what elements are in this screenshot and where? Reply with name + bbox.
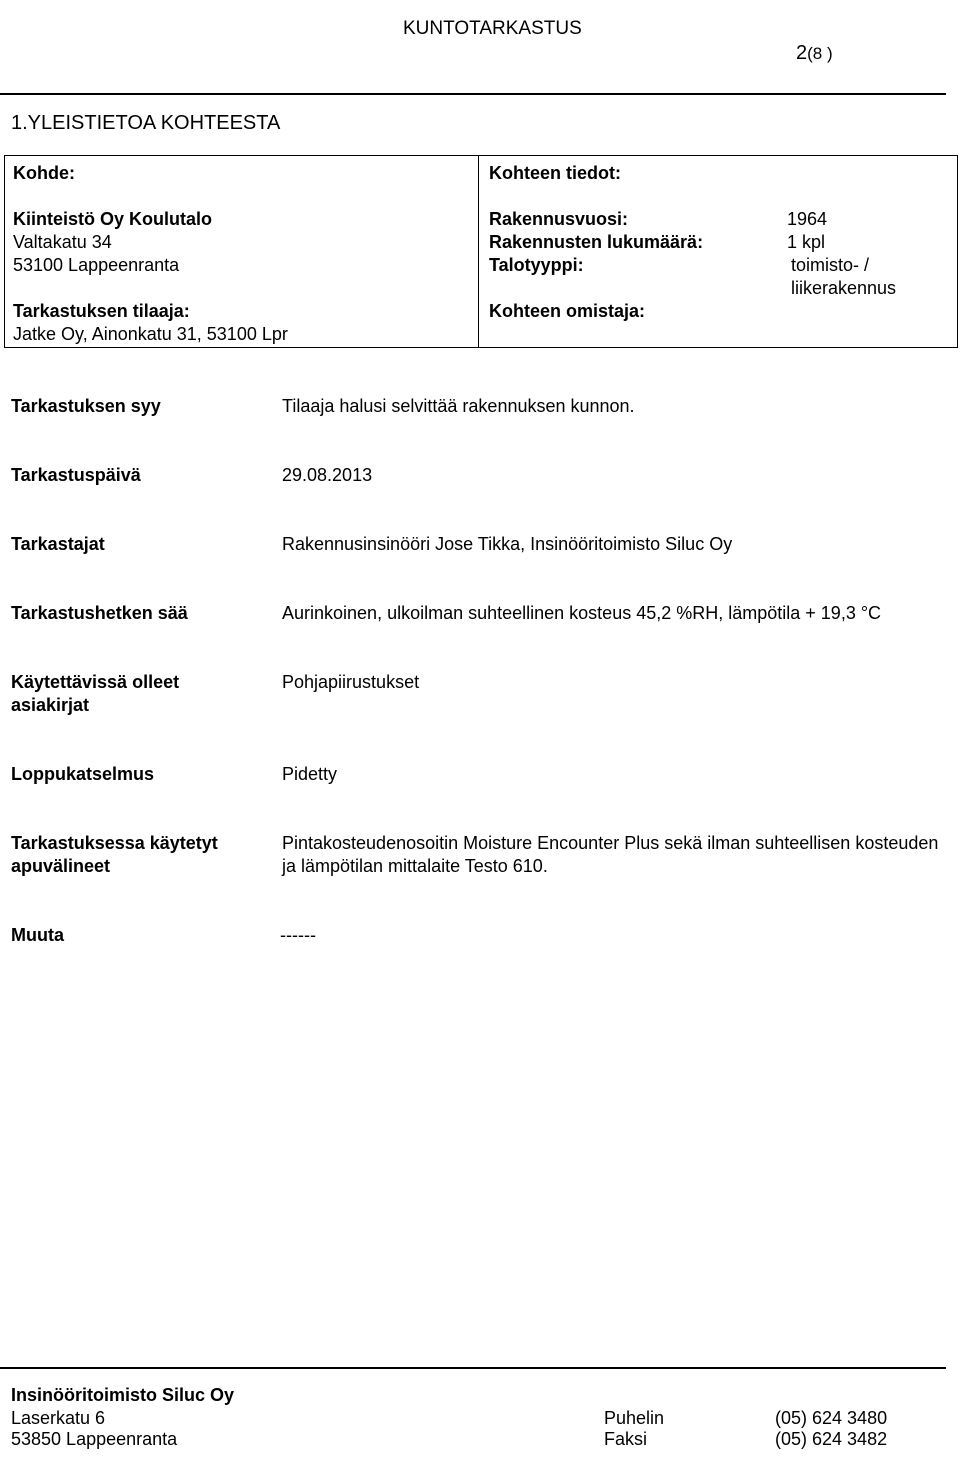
orderer-label: Tarkastuksen tilaaja: xyxy=(13,301,190,321)
building-count-label: Rakennusten lukumäärä: xyxy=(489,232,704,252)
date-label: Tarkastuspäivä xyxy=(11,465,141,485)
details-title: Kohteen tiedot: xyxy=(489,163,621,183)
building-type-value-line2: liikerakennus xyxy=(791,278,897,298)
section-title: 1.YLEISTIETOA KOHTEESTA xyxy=(11,112,281,134)
final-inspection-label: Loppukatselmus xyxy=(11,764,155,784)
weather-value: Aurinkoinen, ulkoilman suhteellinen kosteus 45,2 %RH, lämpötila + 19,3 °C xyxy=(282,603,882,623)
details-box xyxy=(478,155,958,348)
documents-label: Käytettävissä olleet asiakirjat xyxy=(11,672,180,715)
other-value: ------ xyxy=(280,925,316,945)
header-rule xyxy=(0,93,946,95)
inspectors-label: Tarkastajat xyxy=(11,534,105,554)
page-indicator xyxy=(796,42,833,65)
final-inspection-value: Pidetty xyxy=(282,764,338,784)
footer-phone-label: Puhelin xyxy=(604,1408,665,1428)
date-value: 29.08.2013 xyxy=(282,465,373,485)
building-type-value: toimisto- / xyxy=(791,255,870,275)
footer-street: Laserkatu 6 xyxy=(11,1408,106,1428)
address-line-3: 53100 Lappeenranta xyxy=(13,255,180,275)
orderer-value: Jatke Oy, Ainonkatu 31, 53100 Lpr xyxy=(13,324,288,344)
footer-company: Insinööritoimisto Siluc Oy xyxy=(11,1385,235,1405)
other-label: Muuta xyxy=(11,925,64,945)
building-count-value: 1 kpl xyxy=(787,232,826,252)
footer-fax-label: Faksi xyxy=(604,1429,648,1449)
page-total: (8 ) xyxy=(807,44,833,63)
reason-label: Tarkastuksen syy xyxy=(11,396,161,416)
address-line-1: Kiinteistö Oy Koulutalo xyxy=(13,209,213,229)
footer-rule xyxy=(0,1367,946,1369)
address-line-2: Valtakatu 34 xyxy=(13,232,112,252)
building-type-label: Talotyyppi: xyxy=(489,255,584,275)
page-number: 2 xyxy=(796,42,808,64)
footer-city: 53850 Lappeenranta xyxy=(11,1429,178,1449)
kohde-label: Kohde: xyxy=(13,163,75,183)
documents-value: Pohjapiirustukset xyxy=(282,672,420,692)
tools-label: Tarkastuksessa käytetyt apuvälineet xyxy=(11,833,218,876)
build-year-label: Rakennusvuosi: xyxy=(489,209,629,229)
document-title: KUNTOTARKASTUS xyxy=(403,18,582,39)
footer-fax-value: (05) 624 3482 xyxy=(775,1429,888,1449)
property-box xyxy=(4,155,479,348)
owner-label: Kohteen omistaja: xyxy=(489,301,646,321)
inspectors-value: Rakennusinsinööri Jose Tikka, Insinööritoimisto Siluc Oy xyxy=(282,534,733,554)
reason-value: Tilaaja halusi selvittää rakennuksen kunnon. xyxy=(282,396,635,416)
weather-label: Tarkastushetken sää xyxy=(11,603,188,623)
build-year-value: 1964 xyxy=(787,209,828,229)
tools-value: Pintakosteudenosoitin Moisture Encounter Plus sekä ilman suhteellisen kosteuden ja lämpötilan mittalaite Testo 610. xyxy=(282,833,939,876)
footer-phone-value: (05) 624 3480 xyxy=(775,1408,888,1428)
